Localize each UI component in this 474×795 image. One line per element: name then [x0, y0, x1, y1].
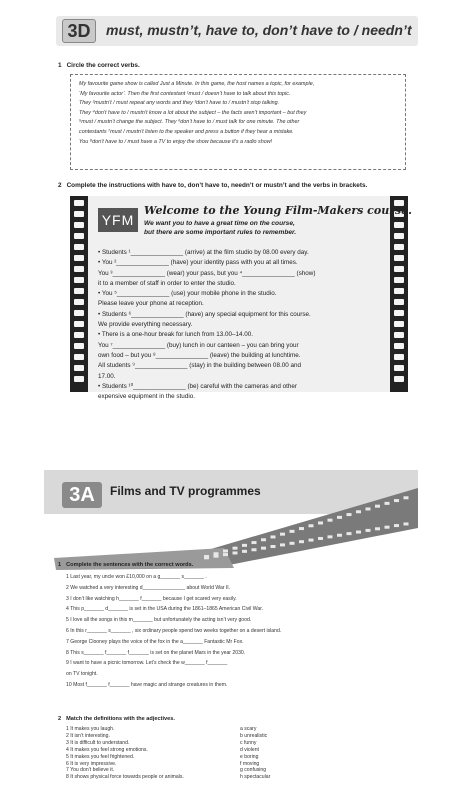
sprocket-hole [385, 502, 390, 505]
rule-line: You ⁷_______________ (buy) lunch in our canteen – you can bring your [98, 341, 299, 349]
text-line: They ²mustn’t / must repeat any words and they ³don’t have to / mustn’t stop talking. [79, 100, 280, 107]
sentence-list [66, 572, 406, 691]
sprocket-hole [328, 535, 333, 538]
film-hole [74, 288, 84, 294]
sprocket-hole [309, 539, 314, 542]
film-hole [394, 376, 404, 382]
sprocket-hole [337, 516, 342, 519]
film-hole [394, 222, 404, 228]
sprocket-hole [347, 513, 352, 516]
rule-line: All students ⁹_______________ (stay) in the building between 08.00 and [98, 362, 301, 370]
film-hole [394, 310, 404, 316]
flyer-subtitle-line: but there are some important rules to remember. [144, 228, 297, 236]
sprocket-hole [290, 530, 295, 533]
film-hole [394, 343, 404, 349]
film-hole [74, 343, 84, 349]
text-line: My favourite game show is called Just a Minute. In this game, the host names a topic, for example, [79, 81, 315, 87]
adjective-item: g confusing [240, 767, 267, 774]
sprocket-hole [223, 549, 228, 552]
sprocket-hole [233, 551, 238, 554]
text-line: They ⁴don’t have to / mustn’t know a lot about the subject – the facts aren’t important – but they [79, 109, 307, 116]
film-hole [74, 244, 84, 250]
definitions-list [66, 726, 184, 781]
unit-title: must, mustn’t, have to, don’t have to / needn’t [106, 22, 412, 38]
film-hole [394, 332, 404, 338]
film-hole [74, 233, 84, 239]
sprocket-hole [309, 524, 314, 527]
sprocket-hole [318, 521, 323, 524]
exercise-instruction: Complete the instructions with have to, don’t have to, needn’t or mustn’t and the verbs in brackets. [66, 182, 368, 189]
exercise-number: 1 [58, 62, 62, 69]
text-line: contestants ⁷must / mustn’t listen to the speaker and press a button if they hear a mistake. [79, 128, 294, 135]
definition-item: 5 It makes you feel frightened. [66, 753, 135, 760]
flyer-subtitle [144, 220, 296, 237]
sprocket-hole [261, 547, 266, 550]
definition-item: 1 It makes you laugh. [66, 726, 115, 732]
flyer-subtitle-line: We want you to have a great time on the course, [144, 220, 295, 227]
unit-badge: 3D [62, 19, 96, 43]
exercise-instruction: Circle the correct verbs. [66, 62, 140, 69]
flyer-title: Welcome to the Young Film-Makers course. [144, 204, 413, 217]
film-course-flyer [70, 196, 413, 401]
rule-line: We provide everything necessary. [98, 321, 193, 329]
adjective-item: d violent [240, 746, 259, 753]
sprocket-hole [328, 519, 333, 522]
film-hole [74, 310, 84, 316]
sentence-line: 8 This s_______ f_______ f_______ is set on the planet Mars in the year 2030. [66, 649, 246, 656]
sprocket-hole [271, 545, 276, 548]
rule-line: • Students ¹_______________ (arrive) at the film studio by 08.00 every day. [98, 249, 309, 256]
flyer-rules-list [98, 248, 390, 402]
sprocket-hole [280, 533, 285, 536]
definition-item: 2 It isn’t interesting. [66, 732, 110, 739]
film-hole [74, 365, 84, 371]
rule-line: • Students ⁶_______________ (have) any special equipment for this course. [98, 310, 311, 318]
sprocket-hole [242, 550, 247, 553]
film-hole [74, 332, 84, 338]
unit-header [56, 16, 418, 46]
sprocket-hole [252, 548, 257, 551]
rule-line: 17.00. [98, 372, 116, 380]
sprocket-hole [299, 540, 304, 543]
rule-line: expensive equipment in the studio. [98, 393, 195, 401]
sentence-line: 6 In this r_______ s_______ , six ordinary people spend two weeks together on a desert island. [66, 627, 282, 634]
sentence-line: 3 I don’t like watching h_______ f_______ because I get scared very easily. [66, 595, 237, 602]
adjective-item: e boring [240, 753, 259, 760]
film-hole [394, 365, 404, 371]
exercise-1-heading [58, 562, 193, 568]
text-line: ‘My favourite actor’. Then the first contestant ¹must / doesn’t have to talk about this topic. [79, 90, 291, 97]
sentence-line: 9 I want to have a picnic tomorrow. Let’s check the w_______ f_______ [66, 660, 228, 667]
film-hole [394, 354, 404, 360]
film-hole [74, 299, 84, 305]
sprocket-hole [394, 524, 399, 527]
film-strip-left [70, 196, 88, 392]
film-hole [394, 255, 404, 261]
game-show-text-box [70, 74, 406, 170]
exercise-number: 2 [58, 182, 62, 189]
film-hole [74, 211, 84, 217]
film-hole [394, 321, 404, 327]
sentence-line: 1 Last year, my uncle won £10,000 on a g_______ s_______ . [66, 574, 207, 580]
adjective-item: f moving [240, 760, 260, 767]
sprocket-hole [366, 529, 371, 532]
sprocket-hole [299, 527, 304, 530]
rule-line: • You ²_______________ (have) your identity pass with you at all times. [98, 259, 298, 267]
sprocket-hole [375, 505, 380, 508]
film-hole [394, 299, 404, 305]
sentence-line: on TV tonight. [66, 671, 98, 678]
sentence-line: 4 This p_______ d_______ is set in the USA during the 1861–1865 American Civil War. [66, 606, 264, 613]
film-hole [74, 321, 84, 327]
sentence-line: 10 Most f_______ f_______ have magic and strange creatures in them. [66, 681, 228, 688]
film-hole [394, 288, 404, 294]
film-hole [74, 354, 84, 360]
exercise-number: 1 [58, 562, 62, 568]
film-hole [394, 266, 404, 272]
sprocket-hole [223, 553, 228, 556]
film-hole [394, 244, 404, 250]
adjective-item: c funny [240, 739, 257, 746]
film-hole [74, 255, 84, 261]
definition-item: 6 It is very impressive. [66, 760, 117, 767]
sprocket-hole [204, 556, 209, 559]
exercise-instruction: Complete the sentences with the correct words. [66, 562, 194, 568]
exercise-2-heading [58, 716, 175, 722]
adjective-item: a scary [240, 726, 257, 732]
yfm-logo: YFM [98, 208, 138, 232]
sprocket-hole [385, 526, 390, 529]
sentence-line: 5 I love all the songs in this m_______ but unfortunately the acting isn’t very good. [66, 617, 252, 624]
sprocket-hole [404, 496, 409, 499]
exercise-2-heading [58, 182, 367, 189]
film-hole [394, 277, 404, 283]
exercise-1-heading [58, 62, 140, 69]
unit-badge: 3A [62, 482, 102, 508]
rule-line: • Students ¹⁰_______________ (be) careful with the cameras and other [98, 382, 298, 390]
exercise-instruction: Match the definitions with the adjectives. [66, 716, 175, 722]
rule-line: • You ⁵_______________ (use) your mobile phone in the studio. [98, 290, 277, 298]
sprocket-hole [347, 532, 352, 535]
sprocket-hole [242, 544, 247, 547]
sprocket-hole [233, 547, 238, 550]
sentence-line: 7 George Clooney plays the voice of the fox in the a_______ Fantastic Mr Fox. [66, 638, 244, 645]
rule-line: • There is a one-hour break for lunch from 13.00–14.00. [98, 331, 254, 339]
sprocket-hole [280, 543, 285, 546]
text-line: ⁵must / mustn’t change the subject. They ⁶don’t have to / must talk for one minute. The other [79, 119, 300, 126]
sprocket-hole [252, 541, 257, 544]
rule-line: it to a member of staff in order to enter the studio. [98, 279, 236, 287]
definition-item: 4 It makes you feel strong emotions. [66, 746, 148, 753]
film-hole [74, 277, 84, 283]
sprocket-hole [318, 537, 323, 540]
rule-line: You ³_______________ (wear) your pass, but you ⁴_______________ (show) [98, 269, 316, 277]
sprocket-hole [337, 534, 342, 537]
sprocket-hole [214, 555, 219, 558]
worksheet-3d [50, 6, 422, 401]
text-line: You ⁸don’t have to / must have a TV to enjoy the show because it’s a radio show! [79, 138, 273, 145]
worksheet-3a [44, 470, 418, 792]
sprocket-hole [356, 510, 361, 513]
definition-item: 3 It is difficult to understand. [66, 739, 130, 746]
sprocket-hole [356, 531, 361, 534]
film-hole [74, 376, 84, 382]
adjectives-list [240, 726, 270, 781]
film-hole [394, 233, 404, 239]
exercise-number: 2 [58, 716, 62, 722]
sprocket-hole [404, 522, 409, 525]
sprocket-hole [261, 538, 266, 541]
rule-line: Please leave your phone at reception. [98, 300, 204, 308]
unit-title: Films and TV programmes [110, 484, 261, 498]
adjective-item: b unrealistic [240, 732, 268, 739]
definition-item: 7 You don’t believe it. [66, 767, 115, 774]
sprocket-hole [375, 527, 380, 530]
sprocket-hole [394, 499, 399, 502]
sentence-line: 2 We watched a very interesting d_______________ about World War II. [66, 584, 231, 591]
sprocket-hole [366, 507, 371, 510]
film-hole [74, 200, 84, 206]
sprocket-hole [271, 535, 276, 538]
adjective-item: h spectacular [240, 774, 271, 781]
definition-item: 8 It shows physical force towards people or animals. [66, 774, 184, 781]
film-hole [74, 222, 84, 228]
film-hole [74, 266, 84, 272]
film-strip-right [390, 196, 408, 392]
rule-line: own food – but you ⁸_______________ (leave) the building at lunchtime. [98, 351, 301, 359]
sprocket-hole [290, 542, 295, 545]
